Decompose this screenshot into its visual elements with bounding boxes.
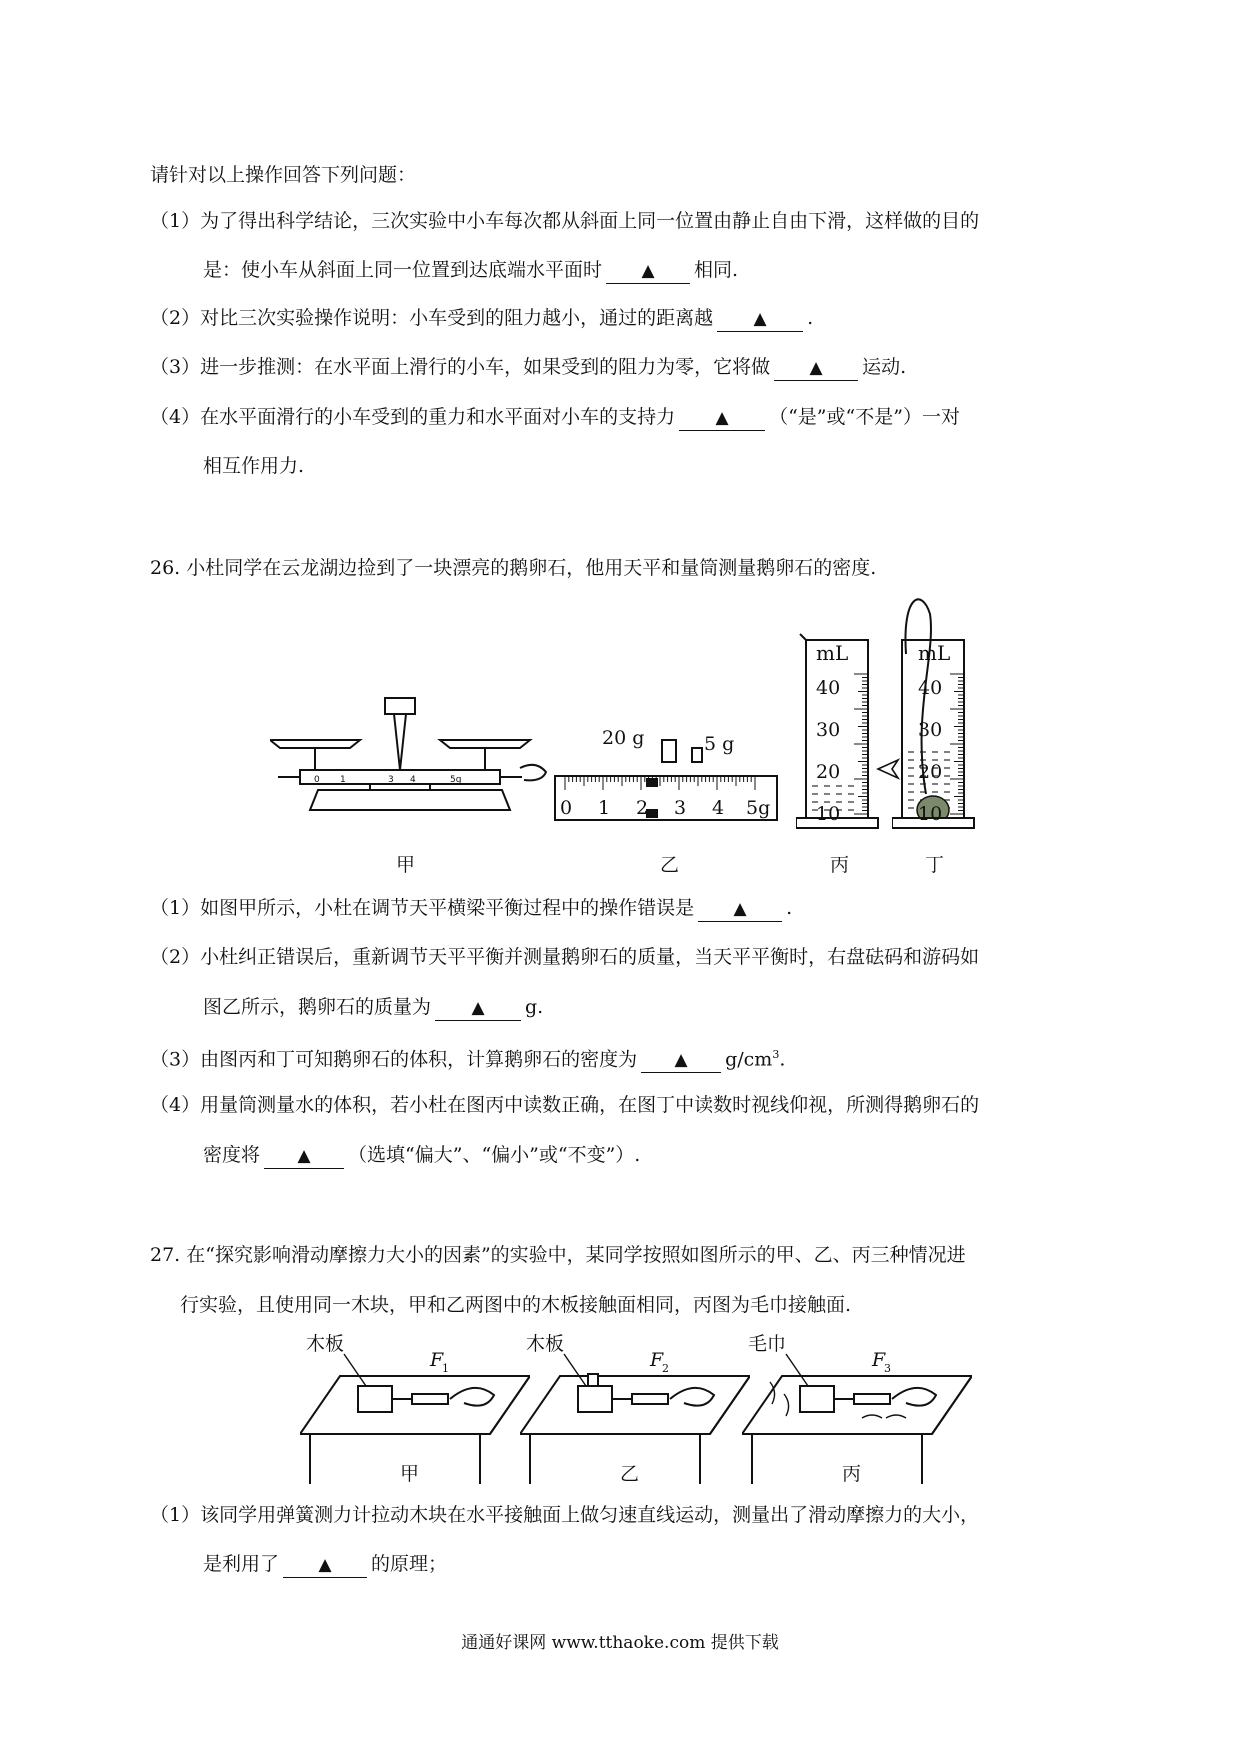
cyl-tick-40: 40 — [816, 677, 841, 699]
q25-part4-tail: （“是”或“不是”）一对 — [769, 406, 960, 428]
q26-part1-line — [150, 893, 792, 923]
fig-caption-yi: 乙 — [660, 854, 680, 876]
panel-caption: 丙 — [842, 1463, 862, 1485]
q26-part3-text: （3）由图丙和丁可知鹅卵石的体积，计算鹅卵石的密度为 — [150, 1048, 638, 1071]
fig-caption-ding: 丁 — [925, 854, 945, 876]
q25-part3-text: （3）进一步推测：在水平面上滑行的小车，如果受到的阻力为零，它将做 — [150, 356, 771, 378]
q26-part4-text: 密度将 — [203, 1144, 261, 1166]
panel-caption: 乙 — [620, 1463, 640, 1485]
q25-part4-line2: 相互作用力. — [203, 455, 305, 477]
q27-part1-tail: 的原理； — [371, 1553, 448, 1575]
ruler-label-4: 4 — [712, 797, 725, 819]
cyl-tick-10: 10 — [816, 803, 841, 825]
answer-blank[interactable] — [264, 1143, 344, 1169]
fig-caption-jia: 甲 — [396, 854, 416, 876]
friction-panel — [300, 1326, 530, 1486]
q26-part1-tail: . — [786, 897, 793, 919]
q26-part2-line1: （2）小杜纠正错误后，重新调节天平平衡并测量鹅卵石的质量，当天平平衡时，右盘砝码和游码如 — [150, 946, 980, 968]
cylinder-ding-figure — [892, 594, 976, 834]
answer-mark: ▲ — [641, 261, 655, 281]
answer-blank[interactable] — [435, 995, 521, 1021]
cyl-tick-20: 20 — [918, 761, 943, 783]
surface-label: 毛巾 — [748, 1333, 787, 1355]
q26-part2-line2 — [203, 992, 543, 1022]
surface-label: 木板 — [526, 1333, 565, 1355]
q25-part3-tail: 运动. — [862, 356, 907, 378]
panel-caption: 甲 — [400, 1463, 420, 1485]
weight-5g-label: 5 g — [704, 733, 735, 755]
force-label: F — [872, 1349, 886, 1371]
q26-part2-text: 图乙所示，鹅卵石的质量为 — [203, 996, 432, 1018]
q27-part1-line1: （1）该同学用弹簧测力计拉动木块在水平接触面上做匀速直线运动，测量出了滑动摩擦力的大小， — [150, 1504, 980, 1526]
q26-part4-line2 — [203, 1140, 640, 1170]
q26-part3-line — [150, 1040, 785, 1074]
q26-part1-text: （1）如图甲所示，小杜在调节天平横梁平衡过程中的操作错误是 — [150, 897, 695, 919]
answer-mark: ▲ — [733, 899, 747, 919]
q25-part2-line — [150, 303, 813, 333]
answer-mark: ▲ — [471, 998, 485, 1018]
q26-part3-tail: . — [779, 1048, 786, 1071]
intro-text: 请针对以上操作回答下列问题： — [150, 164, 417, 186]
q25-part1-tail: 相同. — [694, 259, 739, 281]
fig-caption-bing: 丙 — [830, 854, 850, 876]
ruler-label-3: 3 — [674, 797, 687, 819]
friction-panel — [520, 1326, 750, 1486]
answer-mark: ▲ — [318, 1555, 332, 1575]
q26-part4-tail: （选填“偏大”、“偏小”或“不变”）. — [348, 1144, 641, 1166]
answer-blank[interactable] — [606, 258, 690, 284]
answer-mark: ▲ — [715, 408, 729, 428]
surface-label: 木板 — [306, 1333, 345, 1355]
cylinder-bing-figure — [796, 600, 880, 834]
q26-part3-unit-sup: 3 — [772, 1048, 780, 1061]
balance-scale-1: 1 — [340, 775, 346, 785]
answer-blank[interactable] — [717, 306, 803, 332]
q25-part3-line — [150, 352, 906, 382]
ruler-label-2: 2 — [636, 797, 649, 819]
q25-part1-text: 是：使小车从斜面上同一位置到达底端水平面时 — [203, 259, 603, 281]
answer-mark: ▲ — [674, 1050, 688, 1071]
ruler-label-1: 1 — [598, 797, 611, 819]
q25-part2-tail: . — [807, 307, 814, 329]
force-label: F — [430, 1349, 444, 1371]
balance-scale-4: 4 — [410, 775, 416, 785]
answer-blank[interactable] — [698, 896, 782, 922]
q27-stem-line2: 行实验，且使用同一木块，甲和乙两图中的木板接触面相同，丙图为毛巾接触面. — [180, 1294, 852, 1316]
ruler-label-5g: 5g — [746, 797, 771, 819]
q27-part1-text: 是利用了 — [203, 1553, 280, 1575]
ruler-label-0: 0 — [560, 797, 573, 819]
answer-blank[interactable] — [283, 1552, 367, 1578]
q25-part2-text: （2）对比三次实验操作说明：小车受到的阻力越小，通过的距离越 — [150, 307, 714, 329]
q27-stem-line1: 27. 在“探究影响滑动摩擦力大小的因素”的实验中，某同学按照如图所示的甲、乙、丙三种情况进 — [150, 1244, 966, 1266]
answer-blank[interactable] — [679, 405, 765, 431]
q25-part1-line2 — [203, 255, 738, 285]
cyl-tick-40: 40 — [918, 677, 943, 699]
cyl-tick-30: 30 — [918, 719, 943, 741]
q26-part3-unit: g/cm — [725, 1048, 773, 1071]
answer-blank[interactable] — [774, 355, 858, 381]
q25-part4-text: （4）在水平面滑行的小车受到的重力和水平面对小车的支持力 — [150, 406, 676, 428]
force-subscript: 3 — [884, 1362, 891, 1375]
friction-panel — [742, 1326, 972, 1486]
answer-blank[interactable] — [641, 1047, 721, 1073]
q25-part1-line1: （1）为了得出科学结论，三次实验中小车每次都从斜面上同一位置由静止自由下滑，这样做的目的 — [150, 210, 980, 232]
cyl-tick-30: 30 — [816, 719, 841, 741]
force-subscript: 1 — [442, 1362, 449, 1375]
balance-scale-5: 5g — [450, 775, 462, 785]
page-footer: 通通好课网 www.tthaoke.com 提供下载 — [461, 1633, 779, 1653]
balance-scale-0: 0 — [314, 775, 320, 785]
rider-marker — [646, 778, 658, 787]
cylinder-unit: mL — [816, 641, 849, 665]
balance-figure — [270, 680, 550, 830]
q26-part2-tail: g. — [525, 996, 544, 1018]
q27-part1-line2 — [203, 1549, 447, 1579]
weights-ruler-figure — [550, 720, 782, 830]
answer-mark: ▲ — [809, 358, 823, 378]
weight-20g-label: 20 g — [602, 727, 645, 749]
cylinder-unit: mL — [918, 641, 951, 665]
cyl-tick-10: 10 — [918, 803, 943, 825]
cyl-tick-20: 20 — [816, 761, 841, 783]
force-subscript: 2 — [662, 1362, 669, 1375]
q25-part4-line1 — [150, 402, 960, 432]
answer-mark: ▲ — [753, 309, 767, 329]
force-label: F — [650, 1349, 664, 1371]
balance-scale-3: 3 — [388, 775, 394, 785]
answer-mark: ▲ — [297, 1146, 311, 1166]
q26-part4-line1: （4）用量筒测量水的体积，若小杜在图丙中读数正确，在图丁中读数时视线仰视，所测得鹅卵石的 — [150, 1094, 980, 1116]
q26-stem: 26. 小杜同学在云龙湖边捡到了一块漂亮的鹅卵石，他用天平和量筒测量鹅卵石的密度. — [150, 557, 877, 579]
